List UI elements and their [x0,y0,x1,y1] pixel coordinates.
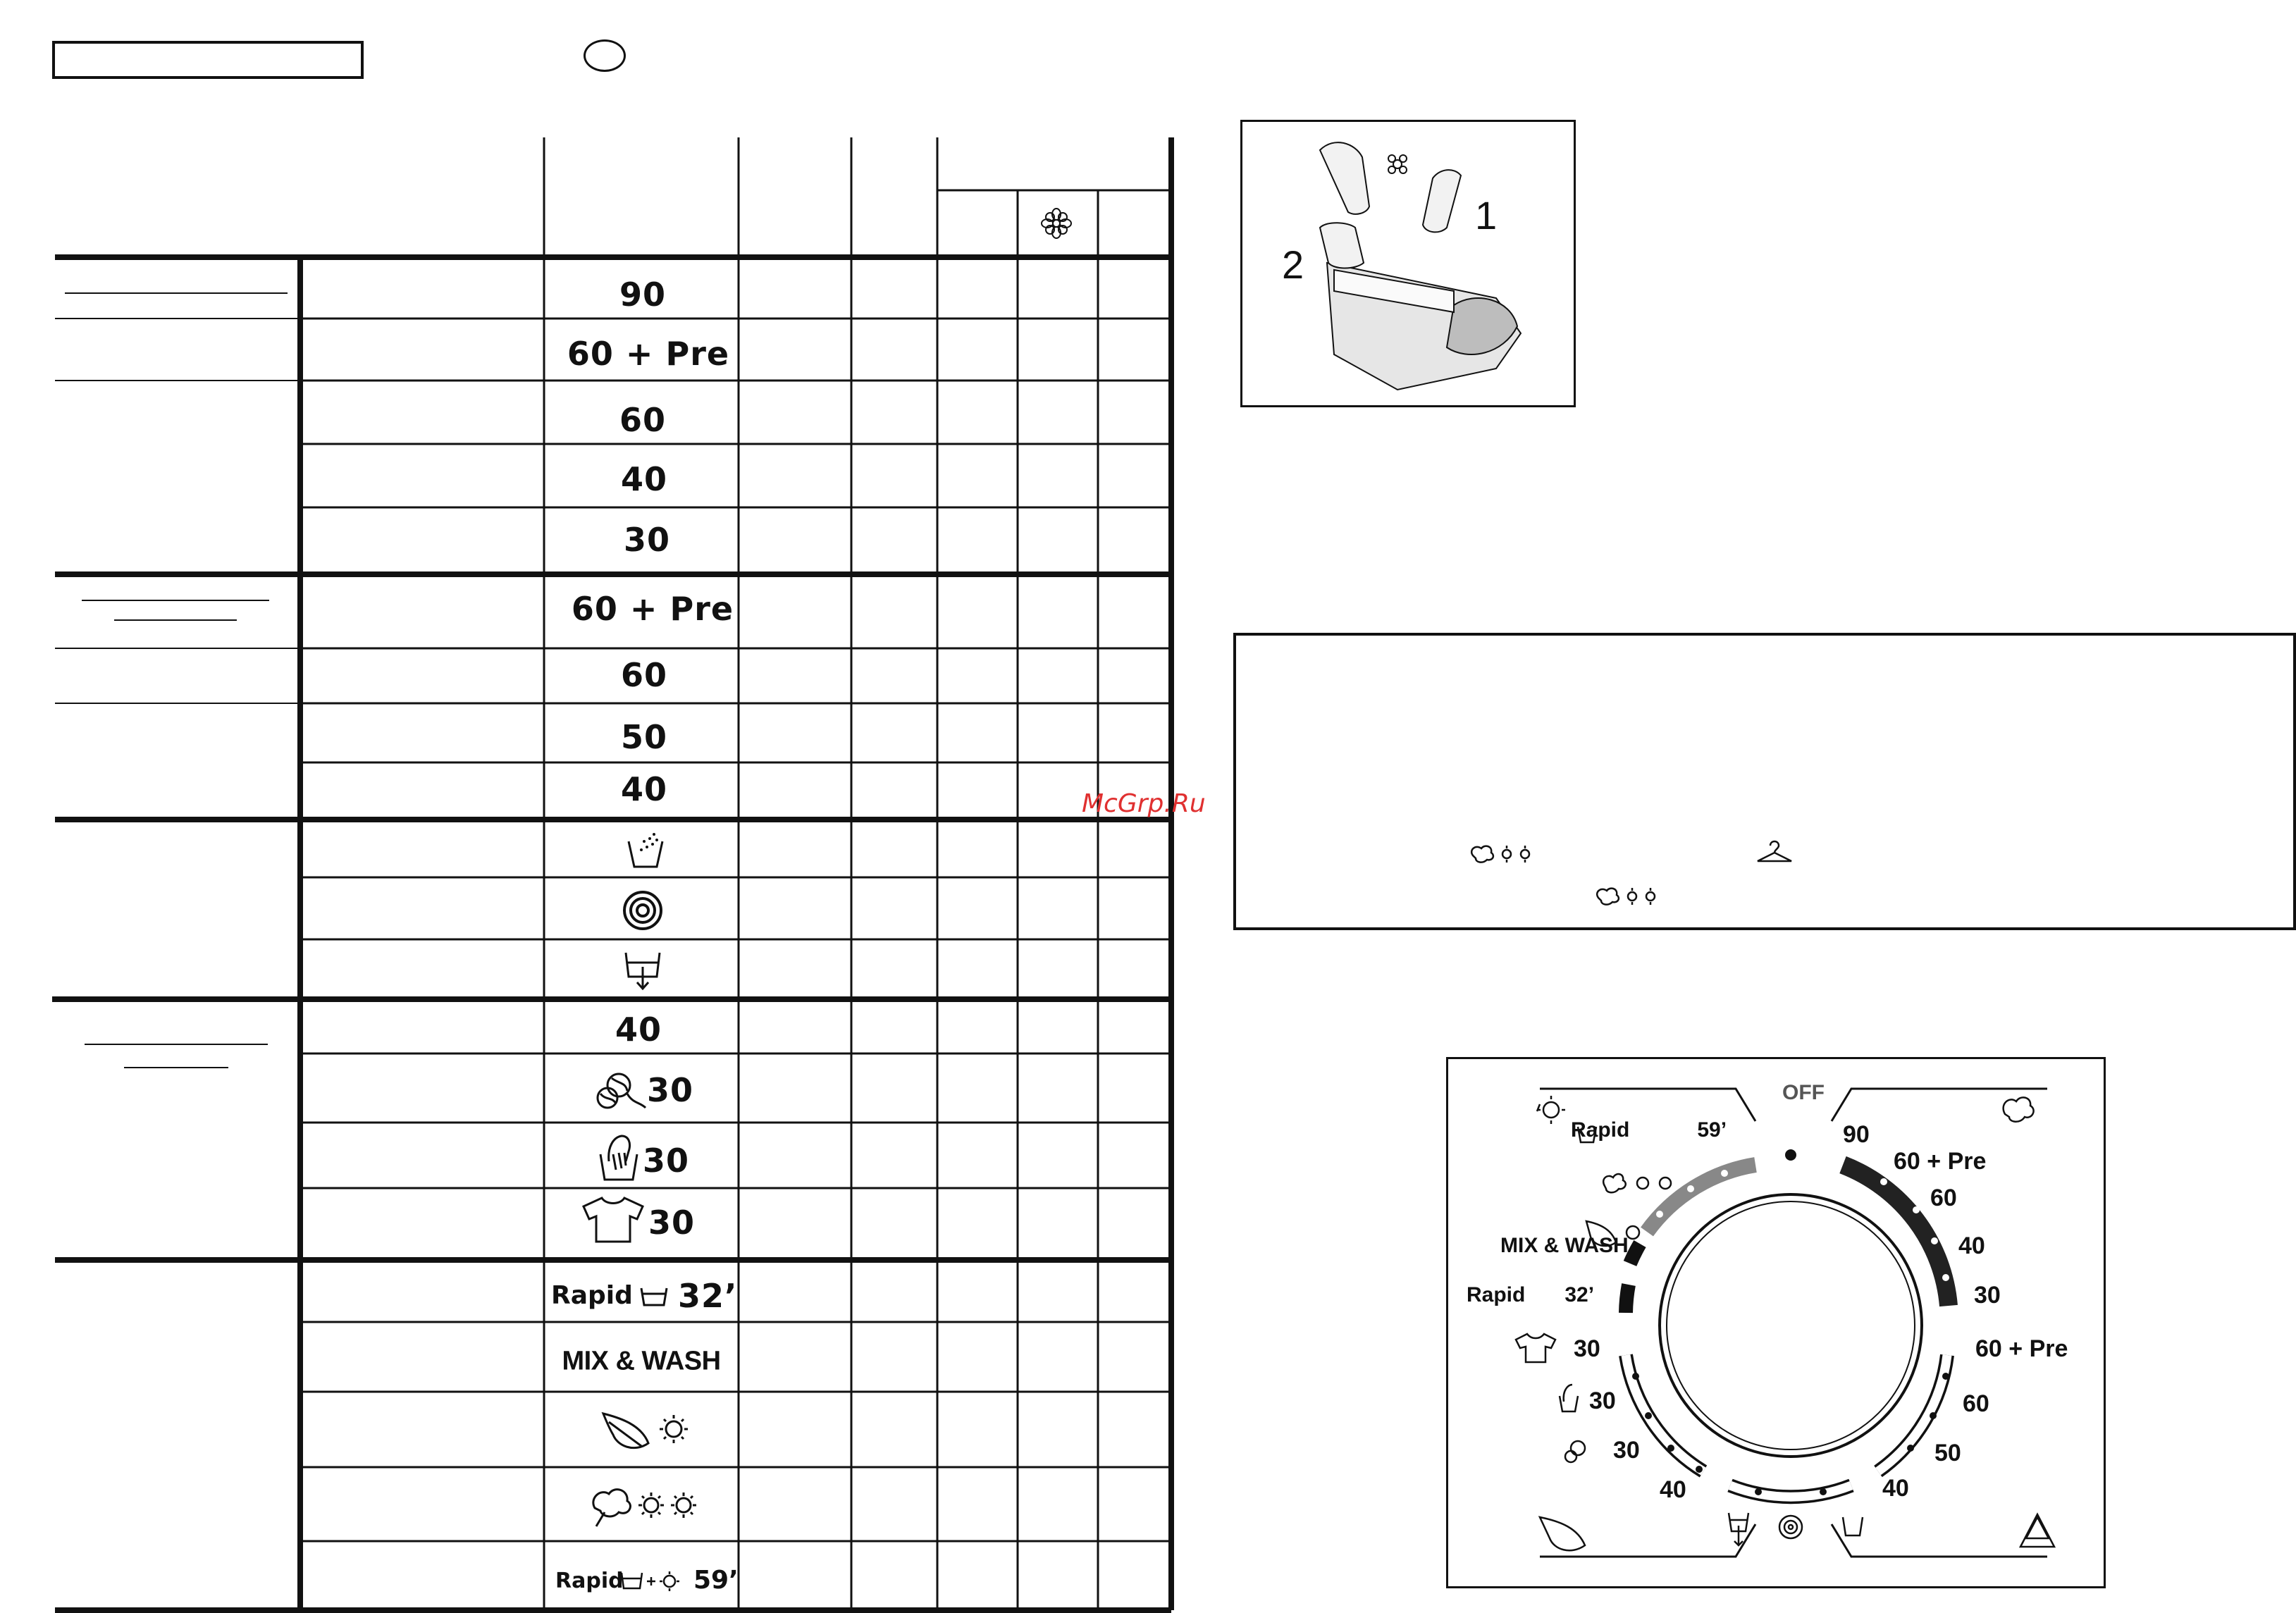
cotton-suns-icon [1594,885,1662,908]
dial-off-label: OFF [1782,1081,1825,1104]
program-temp: 60 + Pre [567,335,730,373]
rapid-label: Rapid [555,1569,624,1593]
basin-icon [638,1284,669,1309]
spin-icon [622,889,664,932]
rinse-icon [624,829,667,871]
dial-label-40: 40 [1958,1232,1985,1259]
dial-label-hand30: 30 [1589,1388,1616,1414]
dial-label-50-syn: 50 [1934,1440,1961,1466]
rapid-label: Rapid [551,1281,633,1310]
dial-label-90: 90 [1843,1121,1870,1148]
program-temp: 30 [643,1142,690,1180]
dial-label-30: 30 [1974,1282,2001,1309]
program-cell: 60 + Pre [571,590,734,628]
drain-icon [622,948,664,991]
program-temp: 30 [648,1204,696,1242]
dial-label-60pre: 60 + Pre [1894,1148,1987,1175]
program-cell: 40 [615,1011,662,1049]
dispenser-figure [1240,120,1576,407]
program-cell: 40 [620,770,668,808]
dial-label-60pre-syn: 60 + Pre [1975,1335,2068,1362]
rapid-duration: 59’ [693,1566,739,1595]
program-cell: 40 [620,460,668,498]
program-cell-wool [591,1070,703,1115]
rapid-label: Rapid [1467,1283,1526,1306]
shirt-icon [581,1195,646,1244]
program-cell: 90 [619,276,667,314]
handwash-icon [598,1133,640,1182]
callout-1: 1 [1475,193,1498,237]
rapid-sun-icon [620,1569,686,1594]
notes-box [1233,633,2296,930]
delicate-sun-icon [599,1407,691,1456]
program-cell-rapid59 [555,1566,739,1597]
callout-2: 2 [1282,242,1304,287]
program-dial-panel [1446,1057,2106,1588]
dial-graphic [1448,1059,2104,1586]
dial-label-40-syn: 40 [1882,1475,1909,1502]
rapid-duration: 32’ [678,1277,738,1315]
program-cell: 50 [620,718,668,756]
rapid-duration: 32’ [1564,1283,1595,1306]
dial-label-shirt30: 30 [1574,1335,1600,1362]
dial-label-40-del: 40 [1660,1476,1686,1503]
rapid-label: Rapid [1571,1118,1630,1142]
dial-label-wool30: 30 [1613,1437,1640,1464]
dial-label-60: 60 [1930,1185,1957,1211]
program-temp: 30 [647,1071,694,1109]
cotton-suns-icon [588,1484,700,1529]
program-cell-mixwash: MIX & WASH [562,1346,721,1376]
dial-label-mixwash: MIX & WASH [1500,1234,1629,1257]
program-cell-rapid32 [551,1277,738,1316]
dial-label-rapid59 [1571,1118,1727,1142]
rapid-duration: 59’ [1697,1118,1727,1142]
dial-label-60-syn: 60 [1963,1390,1989,1417]
program-cell [567,335,729,373]
hanger-icon [1755,839,1794,864]
cotton-suns-icon [1469,843,1536,865]
program-cell: 60 [619,401,667,439]
program-cell-shirt [581,1195,708,1244]
flower-icon [1039,206,1074,241]
program-cell-handwash [598,1133,710,1182]
watermark: McGrp.Ru [1082,789,1206,818]
wool-icon [591,1070,647,1115]
program-cell: 30 [623,521,671,559]
dial-label-rapid32 [1467,1283,1594,1307]
program-cell: 60 [620,656,668,694]
